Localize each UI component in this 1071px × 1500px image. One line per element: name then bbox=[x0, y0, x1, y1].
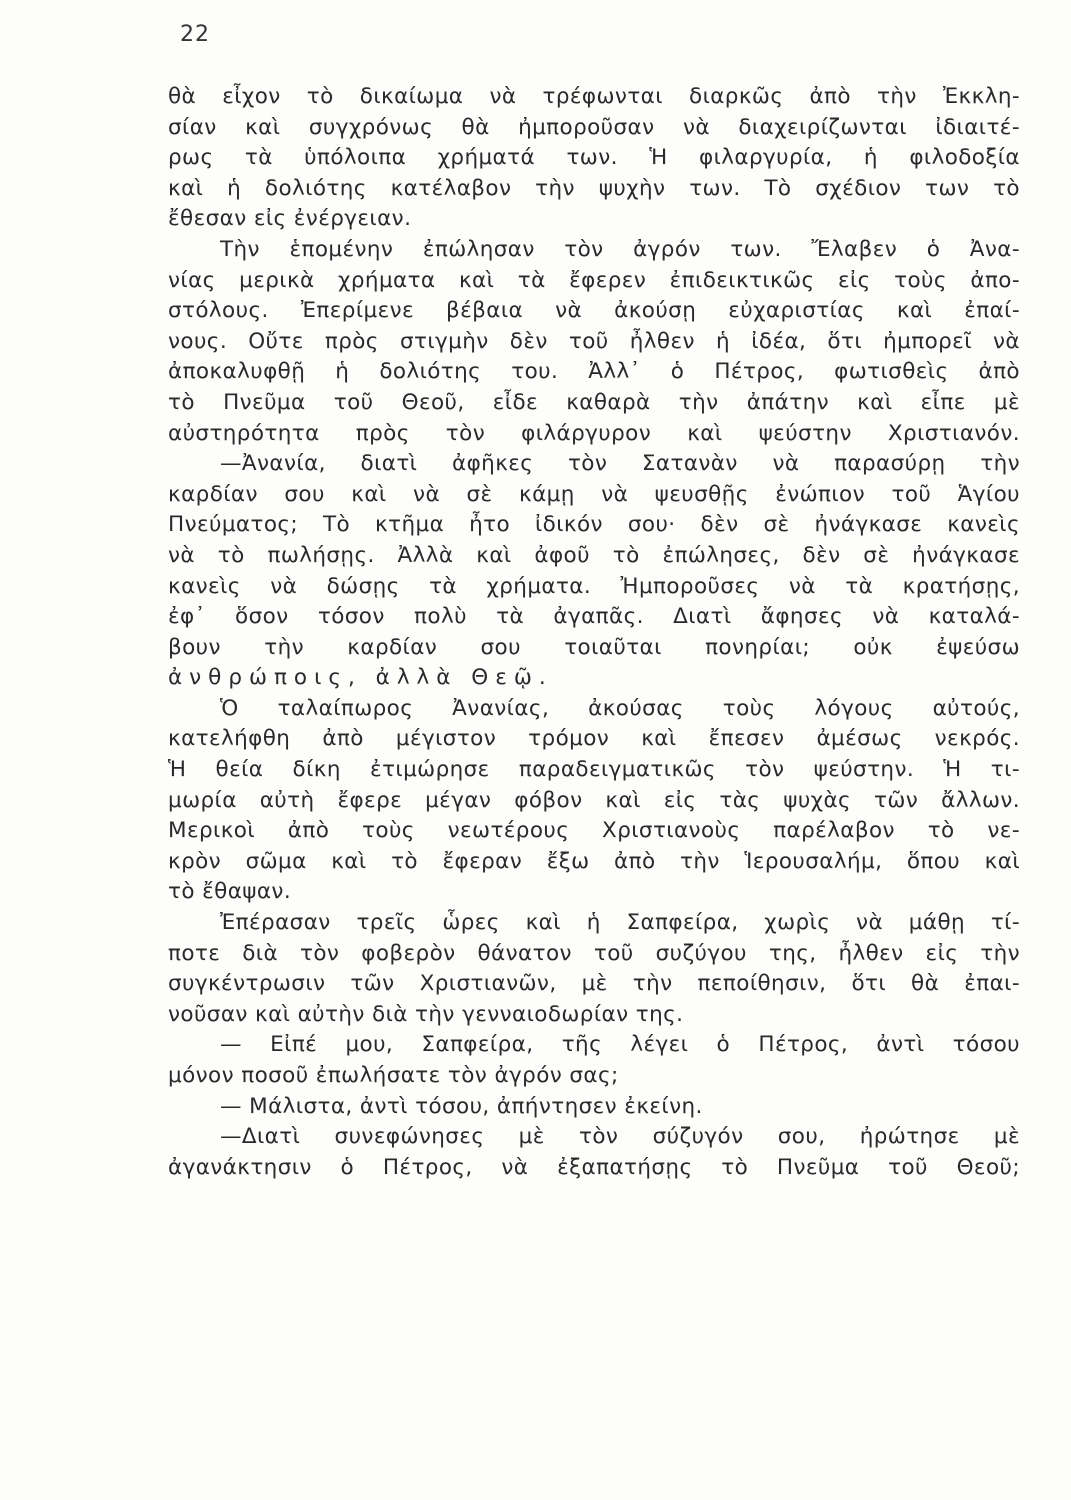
text-line: νὰ τὸ πωλήσῃς. Ἀλλὰ καὶ ἀφοῦ τὸ ἐπώλησες, δὲν σὲ ἠνάγκασε bbox=[168, 542, 1020, 568]
text-line: ποτε διὰ τὸν φοβερὸν θάνατον τοῦ συζύγου της, ἦλθεν εἰς τὴν bbox=[168, 940, 1020, 966]
text-line: νίας μερικὰ χρήματα καὶ τὰ ἔφερεν ἐπιδεικτικῶς εἰς τοὺς ἀπο- bbox=[168, 267, 1020, 293]
text-line: μωρία αὐτὴ ἔφερε μέγαν φόβον καὶ εἰς τὰς ψυχὰς τῶν ἄλλων. bbox=[168, 787, 1020, 813]
text-line: αὐστηρότητα πρὸς τὸν φιλάργυρον καὶ ψεύστην Χριστιανόν. bbox=[168, 420, 1020, 446]
text-line: καρδίαν σου καὶ νὰ σὲ κάμῃ νὰ ψευσθῇς ἐνώπιον τοῦ Ἁγίου bbox=[168, 481, 1020, 507]
text-line: βουν τὴν καρδίαν σου τοιαῦται πονηρίαι; οὐκ ἐψεύσω bbox=[168, 634, 1020, 660]
text-line: ἐφ᾽ ὅσον τόσον πολὺ τὰ ἀγαπᾶς. Διατὶ ἄφησες νὰ καταλά- bbox=[168, 604, 1020, 630]
text-line: — Εἰπέ μου, Σαπφείρα, τῆς λέγει ὁ Πέτρος, ἀντὶ τόσου bbox=[220, 1032, 1020, 1058]
text-line: θὰ εἶχον τὸ δικαίωμα νὰ τρέφωνται διαρκῶς ἀπὸ τὴν Ἐκκλη- bbox=[168, 84, 1020, 109]
text-line: Πνεύματος; Τὸ κτῆμα ἦτο ἰδικόν σου· δὲν σὲ ἠνάγκασε κανεὶς bbox=[168, 512, 1020, 538]
text-line: Ὁ ταλαίπωρος Ἀνανίας, ἀκούσας τοὺς λόγους αὐτούς, bbox=[220, 695, 1020, 721]
text-line: ρως τὰ ὑπόλοιπα χρήματά των. Ἡ φιλαργυρία, ἡ φιλοδοξία bbox=[168, 145, 1020, 171]
text-line: συγκέντρωσιν τῶν Χριστιανῶν, μὲ τὴν πεποίθησιν, ὅτι θὰ ἐπαι- bbox=[168, 971, 1020, 997]
text-line: καὶ ἡ δολιότης κατέλαβον τὴν ψυχὴν των. Τὸ σχέδιον των τὸ bbox=[168, 175, 1020, 201]
text-line: σίαν καὶ συγχρόνως θὰ ἠμποροῦσαν νὰ διαχειρίζωνται ἰδιαιτέ- bbox=[168, 114, 1020, 140]
page-number: 22 bbox=[180, 22, 210, 47]
text-line: —Διατὶ συνεφώνησες μὲ τὸν σύζυγόν σου, ἠρώτησε μὲ bbox=[220, 1124, 1020, 1150]
text-line: μόνον ποσοῦ ἐπωλήσατε τὸν ἀγρόν σας; bbox=[168, 1063, 619, 1088]
text-line: κατελήφθη ἀπὸ μέγιστον τρόμον καὶ ἔπεσεν ἀμέσως νεκρός. bbox=[168, 726, 1020, 752]
text-line: κανεὶς νὰ δώσῃς τὰ χρήματα. Ἠμποροῦσες νὰ τὰ κρατήσῃς, bbox=[168, 573, 1020, 599]
text-line: —Ἀνανία, διατὶ ἀφῆκες τὸν Σατανὰν νὰ παρασύρῃ τὴν bbox=[220, 451, 1020, 477]
text-line: τὸ Πνεῦμα τοῦ Θεοῦ, εἶδε καθαρὰ τὴν ἀπάτην καὶ εἶπε μὲ bbox=[168, 389, 1020, 415]
text-line: νους. Οὔτε πρὸς στιγμὴν δὲν τοῦ ἦλθεν ἡ ἰδέα, ὅτι ἠμπορεῖ νὰ bbox=[168, 328, 1020, 354]
text-line: ἔθεσαν εἰς ἐνέργειαν. bbox=[168, 206, 412, 232]
text-line: νοῦσαν καὶ αὐτὴν διὰ τὴν γενναιοδωρίαν της. bbox=[168, 1001, 684, 1027]
text-line: ἀνθρώποις, ἀλλὰ Θεῷ. bbox=[168, 665, 553, 691]
text-line: κρὸν σῶμα καὶ τὸ ἔφεραν ἔξω ἀπὸ τὴν Ἱερουσαλήμ, ὅπου καὶ bbox=[168, 848, 1020, 874]
text-line: τὸ ἔθαψαν. bbox=[168, 879, 292, 905]
text-line: ἀγανάκτησιν ὁ Πέτρος, νὰ ἐξαπατήσῃς τὸ Πνεῦμα τοῦ Θεοῦ; bbox=[168, 1154, 1020, 1180]
text-line: — Μάλιστα, ἀντὶ τόσου, ἀπήντησεν ἐκείνη. bbox=[220, 1093, 703, 1119]
text-line: ἀποκαλυφθῇ ἡ δολιότης του. Ἀλλ᾽ ὁ Πέτρος, φωτισθεὶς ἀπὸ bbox=[168, 359, 1020, 385]
text-line: Ἐπέρασαν τρεῖς ὧρες καὶ ἡ Σαπφείρα, χωρὶς νὰ μάθῃ τί- bbox=[220, 910, 1020, 936]
text-line: στόλους. Ἐπερίμενε βέβαια νὰ ἀκούσῃ εὐχαριστίας καὶ ἐπαί- bbox=[168, 298, 1020, 324]
text-line: Τὴν ἑπομένην ἐπώλησαν τὸν ἀγρόν των. Ἔλαβεν ὁ Ἀνα- bbox=[220, 236, 1020, 262]
body-text bbox=[168, 82, 1020, 1183]
text-line: Μερικοὶ ἀπὸ τοὺς νεωτέρους Χριστιανοὺς παρέλαβον τὸ νε- bbox=[168, 818, 1020, 844]
text-line: Ἡ θεία δίκη ἐτιμώρησε παραδειγματικῶς τὸν ψεύστην. Ἡ τι- bbox=[168, 757, 1020, 783]
